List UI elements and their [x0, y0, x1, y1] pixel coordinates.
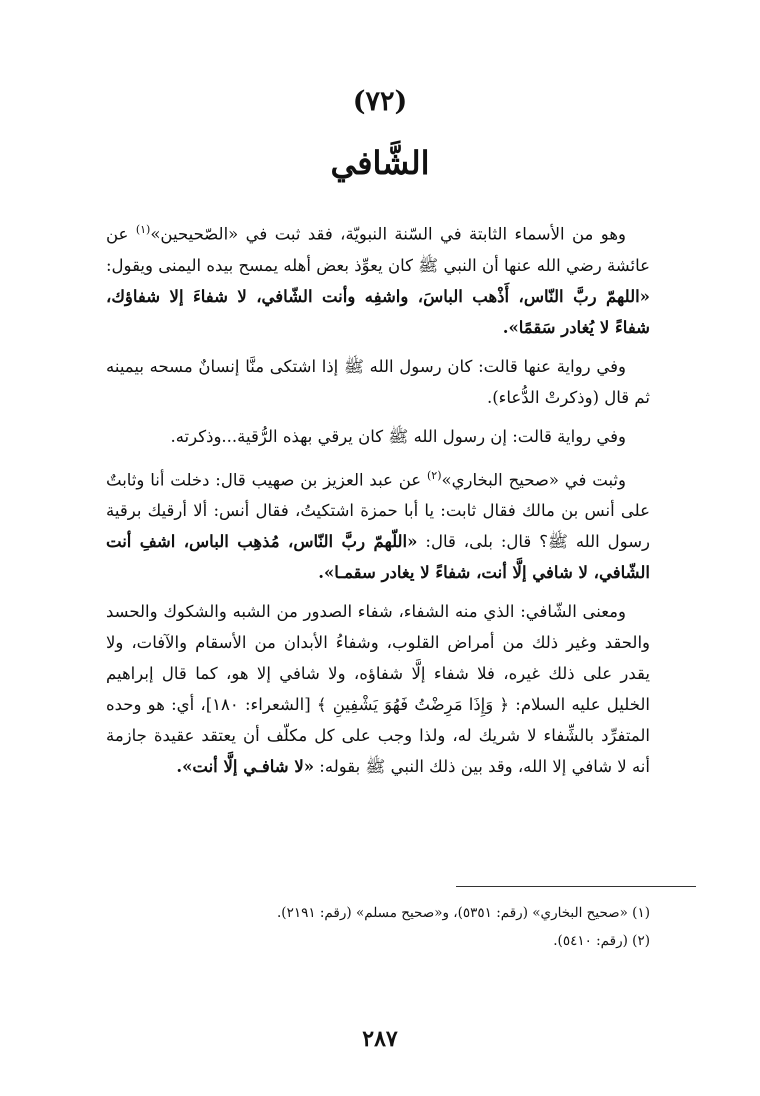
paragraph-4-text-a: وثبت في «صحيح البخاري»	[441, 470, 626, 489]
paragraph-1-text-a: وهو من الأسماء الثابتة في السّنة النبويّة، فقد ثبت في «الصّحيحين»	[150, 224, 626, 244]
chapter-title: الشَّافي	[330, 144, 430, 182]
paragraph-3: وفي رواية قالت: إن رسول الله ﷺ كان يرقي بهذه الرُّقية...وذكرته.	[170, 426, 626, 446]
footnote-1: (١) «صحيح البخاري» (رقم: ٥٣٥١)، و«صحيح مسلم» (رقم: ٢١٩١).	[277, 905, 650, 921]
paragraph-1	[106, 214, 650, 343]
paragraph-5	[106, 596, 650, 782]
paragraph-5-text: ومعنى الشّافي: الذي منه الشفاء، شفاء الصدور من الشبه والشكوك والحسد والحقد وغير ذلك من أمراض القلوب، وشفاءُ الأبدان من الأسقام والآفات، ولا يقدر على ذلك غيره، فلا شفاء إلَّا شفاؤه، ولا شافي إلا هو، كما قال إبراهيم الخليل عليه السلام: ﴿ وَإِذَا مَرِضْتُ فَهُوَ يَشْفِينِ ﴾ [الشعراء: ١٨٠]، أي: هو وحده المتفرِّد بالشِّفاء لا شريك له، ولذا وجب على كل مكلّف أن يعتقد عقيدة جازمة أنه لا شافي إلا الله، وقد بين ذلك النبي ﷺ بقوله:	[106, 602, 650, 776]
hadith-quote-2: «اللّهمّ ربَّ النّاس، مُذهِب الباس، اشفِ أنت الشّافي، لا شافي إلَّا أنت، شفاءً لا يغادر سقمـا».	[106, 532, 650, 582]
paragraph-1-text-b: عن عائشة رضي الله عنها أن النبي ﷺ كان يعوِّذ بعض أهله يمسح بيده اليمنى ويقول:	[106, 224, 650, 275]
main-text	[106, 214, 650, 790]
footnote-ref-1: (١)	[135, 223, 151, 236]
hadith-quote-1: «اللهمّ ربَّ النّاس، أَذْهب الباسَ، واشفِه وأنت الشّافي، لا شفاءَ إلا شفاؤك، شفاءً لا يُغادر سَقمًا».	[106, 286, 650, 337]
footnote-divider	[456, 886, 696, 887]
footnote-ref-2: (٢)	[426, 468, 442, 482]
chapter-number: (٧٢)	[352, 86, 408, 117]
page-number: ٢٨٧	[362, 1026, 398, 1052]
footnote-2: (٢) (رقم: ٥٤١٠).	[553, 933, 650, 949]
hadith-quote-3: «لا شافـي إلَّا أنت».	[176, 757, 315, 776]
paragraph-2: وفي رواية عنها قالت: كان رسول الله ﷺ إذا اشتكى منَّا إنسانٌ مسحه بيمينه ثم قال (وذكرتْ الدُّعاء).	[106, 356, 650, 407]
paragraph-4	[106, 460, 650, 589]
paragraph-4-text-b: عن عبد العزيز بن صهيب قال: دخلت أنا وثابتٌ على أنس بن مالك فقال ثابت: يا أبا حمزة اشتكيتُ، فقال أنس: ألا أرقيك برقية رسول الله ﷺ؟ قال: بلى، قال:	[106, 470, 650, 551]
